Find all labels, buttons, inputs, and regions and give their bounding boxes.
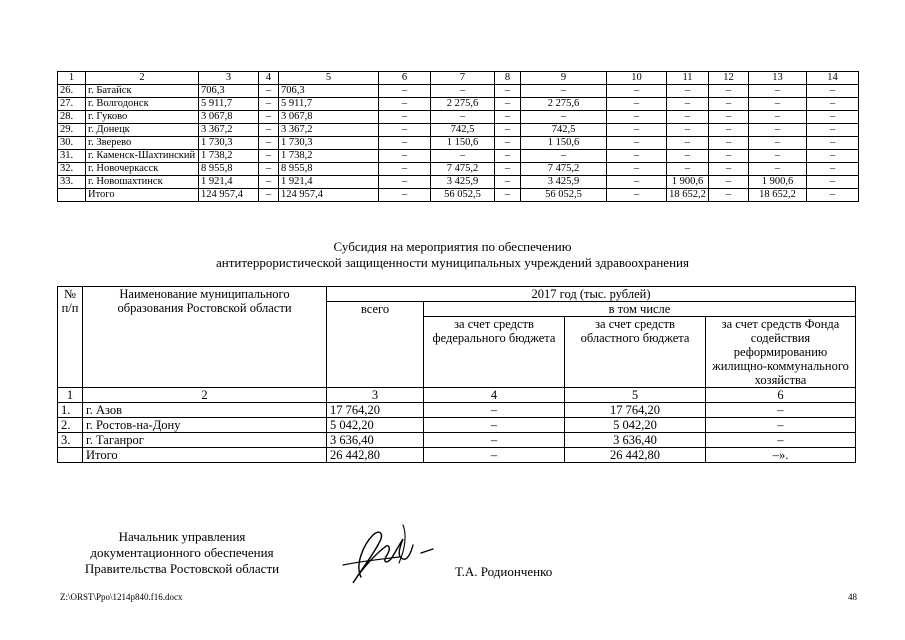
row-number-cell: [58, 448, 83, 463]
column-number-cell: 3: [199, 72, 259, 85]
value-cell: –: [379, 98, 431, 111]
table-row: [58, 124, 859, 137]
table-row: [58, 85, 859, 98]
value-cell: –: [607, 124, 667, 137]
row-number-cell: 30.: [58, 137, 86, 150]
value-cell: –: [495, 137, 521, 150]
value-cell: 17 764,20: [327, 403, 424, 418]
value-cell: –: [807, 163, 859, 176]
value-cell: –: [709, 111, 749, 124]
value-cell: –: [379, 124, 431, 137]
section-title-line-2: антитеррористической защищенности муниципальных учреждений здравоохранения: [216, 255, 689, 270]
value-cell: 1 900,6: [667, 176, 709, 189]
value-cell: –: [667, 137, 709, 150]
value-cell: –: [709, 98, 749, 111]
row-number-cell: 27.: [58, 98, 86, 111]
value-cell: –: [807, 150, 859, 163]
municipality-cell: г. Новошахтинск: [86, 176, 199, 189]
value-cell: –: [807, 85, 859, 98]
table-row: [58, 189, 859, 202]
section-title-line-1: Субсидия на мероприятия по обеспечению: [333, 239, 572, 254]
value-cell: 742,5: [521, 124, 607, 137]
table-row: [58, 448, 856, 463]
value-cell: 124 957,4: [279, 189, 379, 202]
value-cell: –: [607, 98, 667, 111]
value-cell: 5 042,20: [565, 418, 706, 433]
value-cell: 5 042,20: [327, 418, 424, 433]
value-cell: 1 150,6: [431, 137, 495, 150]
header-fund: за счет средств Фонда содействия реформированию жилищно-коммунального хозяйства: [706, 317, 856, 388]
value-cell: –: [379, 85, 431, 98]
value-cell: 706,3: [199, 85, 259, 98]
value-cell: 1 738,2: [199, 150, 259, 163]
value-cell: 3 636,40: [565, 433, 706, 448]
value-cell: –: [379, 189, 431, 202]
table-row: [58, 418, 856, 433]
header-total: всего: [327, 302, 424, 388]
column-number-cell: 5: [565, 388, 706, 403]
value-cell: –: [807, 137, 859, 150]
value-cell: –: [379, 176, 431, 189]
column-number-row: [58, 72, 859, 85]
value-cell: –: [379, 150, 431, 163]
value-cell: –: [259, 111, 279, 124]
municipality-cell: г. Новочеркасск: [86, 163, 199, 176]
value-cell: –: [379, 163, 431, 176]
value-cell: –: [667, 150, 709, 163]
value-cell: 3 425,9: [431, 176, 495, 189]
position-line-1: Начальник управления: [118, 529, 246, 544]
value-cell: 1 738,2: [279, 150, 379, 163]
value-cell: –: [706, 433, 856, 448]
value-cell: 2 275,6: [431, 98, 495, 111]
value-cell: –: [607, 111, 667, 124]
column-number-cell: 11: [667, 72, 709, 85]
value-cell: 1 921,4: [279, 176, 379, 189]
value-cell: 3 067,8: [199, 111, 259, 124]
row-number-cell: 2.: [58, 418, 83, 433]
column-number-cell: 13: [749, 72, 807, 85]
value-cell: 17 764,20: [565, 403, 706, 418]
header-including: в том числе: [424, 302, 856, 317]
column-number-cell: 7: [431, 72, 495, 85]
regions-table-body: [58, 72, 859, 202]
value-cell: –: [424, 448, 565, 463]
municipality-cell: г. Гуково: [86, 111, 199, 124]
column-number-cell: 10: [607, 72, 667, 85]
column-number-row: [58, 388, 856, 403]
row-number-cell: 33.: [58, 176, 86, 189]
value-cell: –: [709, 189, 749, 202]
position-line-2: документационного обеспечения: [90, 545, 274, 560]
column-number-cell: 14: [807, 72, 859, 85]
table-row: [58, 137, 859, 150]
value-cell: –: [706, 418, 856, 433]
value-cell: 26 442,80: [565, 448, 706, 463]
value-cell: 1 730,3: [279, 137, 379, 150]
value-cell: –: [379, 137, 431, 150]
row-number-cell: 32.: [58, 163, 86, 176]
value-cell: 7 475,2: [521, 163, 607, 176]
municipality-cell: г. Азов: [83, 403, 327, 418]
value-cell: –: [607, 137, 667, 150]
value-cell: –: [259, 163, 279, 176]
value-cell: –: [709, 163, 749, 176]
column-number-cell: 6: [706, 388, 856, 403]
value-cell: 3 067,8: [279, 111, 379, 124]
row-number-cell: 28.: [58, 111, 86, 124]
column-number-cell: 1: [58, 72, 86, 85]
subsidy-table: [57, 286, 856, 463]
value-cell: 1 900,6: [749, 176, 807, 189]
value-cell: –: [749, 150, 807, 163]
row-number-cell: 1.: [58, 403, 83, 418]
value-cell: 742,5: [431, 124, 495, 137]
value-cell: –: [521, 85, 607, 98]
value-cell: 5 911,7: [199, 98, 259, 111]
value-cell: 706,3: [279, 85, 379, 98]
value-cell: –: [749, 163, 807, 176]
value-cell: –: [424, 418, 565, 433]
value-cell: –: [607, 85, 667, 98]
value-cell: 8 955,8: [279, 163, 379, 176]
position-line-3: Правительства Ростовской области: [84, 561, 280, 576]
value-cell: –: [495, 98, 521, 111]
value-cell: 124 957,4: [199, 189, 259, 202]
page-number: 48: [848, 592, 857, 602]
value-cell: –: [807, 189, 859, 202]
value-cell: –: [495, 163, 521, 176]
value-cell: –: [749, 98, 807, 111]
header-row-1: [58, 287, 856, 302]
column-number-cell: 2: [86, 72, 199, 85]
value-cell: –: [709, 176, 749, 189]
municipality-cell: г. Ростов-на-Дону: [83, 418, 327, 433]
value-cell: –: [807, 176, 859, 189]
value-cell: 18 652,2: [667, 189, 709, 202]
municipality-cell: г. Батайск: [86, 85, 199, 98]
value-cell: 8 955,8: [199, 163, 259, 176]
value-cell: 56 052,5: [431, 189, 495, 202]
value-cell: –: [259, 137, 279, 150]
value-cell: –: [495, 150, 521, 163]
column-number-cell: 4: [259, 72, 279, 85]
value-cell: 3 425,9: [521, 176, 607, 189]
value-cell: –: [807, 111, 859, 124]
value-cell: –: [607, 176, 667, 189]
value-cell: –: [749, 124, 807, 137]
value-cell: –: [807, 124, 859, 137]
table-row: [58, 150, 859, 163]
municipality-cell: г. Каменск-Шахтинский: [86, 150, 199, 163]
municipality-cell: Итого: [86, 189, 199, 202]
table-row: [58, 163, 859, 176]
value-cell: 56 052,5: [521, 189, 607, 202]
value-cell: –: [521, 111, 607, 124]
table-row: [58, 111, 859, 124]
column-number-cell: 6: [379, 72, 431, 85]
value-cell: –: [749, 85, 807, 98]
value-cell: 7 475,2: [431, 163, 495, 176]
value-cell: –: [259, 98, 279, 111]
value-cell: 3 636,40: [327, 433, 424, 448]
header-municipality: Наименование муниципального образования Ростовской области: [83, 287, 327, 388]
subsidy-table-body: [58, 388, 856, 463]
value-cell: –: [259, 85, 279, 98]
value-cell: –: [259, 124, 279, 137]
value-cell: –: [667, 124, 709, 137]
value-cell: –: [521, 150, 607, 163]
column-number-cell: 1: [58, 388, 83, 403]
value-cell: –: [709, 85, 749, 98]
signatory-position: [62, 529, 302, 577]
value-cell: –: [709, 150, 749, 163]
value-cell: –: [667, 163, 709, 176]
value-cell: –: [379, 111, 431, 124]
header-regional: за счет средств областного бюджета: [565, 317, 706, 388]
row-number-cell: 31.: [58, 150, 86, 163]
value-cell: –: [607, 163, 667, 176]
header-federal: за счет средств федерального бюджета: [424, 317, 565, 388]
table-row: [58, 403, 856, 418]
signatory-name: Т.А. Родионченко: [455, 564, 553, 579]
value-cell: –: [495, 189, 521, 202]
row-number-cell: 26.: [58, 85, 86, 98]
value-cell: 1 730,3: [199, 137, 259, 150]
value-cell: 1 150,6: [521, 137, 607, 150]
value-cell: –: [709, 137, 749, 150]
table-row: [58, 433, 856, 448]
value-cell: –: [431, 150, 495, 163]
column-number-cell: 5: [279, 72, 379, 85]
value-cell: –: [431, 111, 495, 124]
value-cell: –: [667, 85, 709, 98]
municipality-cell: г. Донецк: [86, 124, 199, 137]
file-path: Z:\ORST\Ppo\1214p840.f16.docx: [60, 592, 183, 602]
value-cell: –: [607, 150, 667, 163]
value-cell: –: [807, 98, 859, 111]
table-row: [58, 176, 859, 189]
value-cell: 1 921,4: [199, 176, 259, 189]
value-cell: –: [495, 111, 521, 124]
value-cell: –: [259, 150, 279, 163]
value-cell: –: [424, 433, 565, 448]
regions-table-continued: [57, 71, 859, 202]
row-number-cell: 29.: [58, 124, 86, 137]
column-number-cell: 12: [709, 72, 749, 85]
value-cell: –: [706, 403, 856, 418]
municipality-cell: г. Таганрог: [83, 433, 327, 448]
value-cell: 3 367,2: [199, 124, 259, 137]
row-number-cell: 3.: [58, 433, 83, 448]
column-number-cell: 8: [495, 72, 521, 85]
municipality-cell: г. Зверево: [86, 137, 199, 150]
value-cell: –».: [706, 448, 856, 463]
value-cell: –: [495, 85, 521, 98]
value-cell: –: [667, 111, 709, 124]
column-number-cell: 4: [424, 388, 565, 403]
value-cell: –: [431, 85, 495, 98]
value-cell: –: [749, 111, 807, 124]
header-number: № п/п: [58, 287, 83, 388]
value-cell: 18 652,2: [749, 189, 807, 202]
column-number-cell: 2: [83, 388, 327, 403]
header-year: 2017 год (тыс. рублей): [327, 287, 856, 302]
value-cell: –: [667, 98, 709, 111]
value-cell: –: [424, 403, 565, 418]
value-cell: –: [709, 124, 749, 137]
column-number-cell: 3: [327, 388, 424, 403]
table-row: [58, 98, 859, 111]
value-cell: 26 442,80: [327, 448, 424, 463]
column-number-cell: 9: [521, 72, 607, 85]
value-cell: 3 367,2: [279, 124, 379, 137]
value-cell: –: [495, 176, 521, 189]
value-cell: –: [749, 137, 807, 150]
handwritten-signature: [333, 515, 443, 590]
row-number-cell: [58, 189, 86, 202]
value-cell: –: [607, 189, 667, 202]
value-cell: 2 275,6: [521, 98, 607, 111]
value-cell: 5 911,7: [279, 98, 379, 111]
municipality-cell: г. Волгодонск: [86, 98, 199, 111]
value-cell: –: [495, 124, 521, 137]
value-cell: –: [259, 189, 279, 202]
value-cell: –: [259, 176, 279, 189]
municipality-cell: Итого: [83, 448, 327, 463]
